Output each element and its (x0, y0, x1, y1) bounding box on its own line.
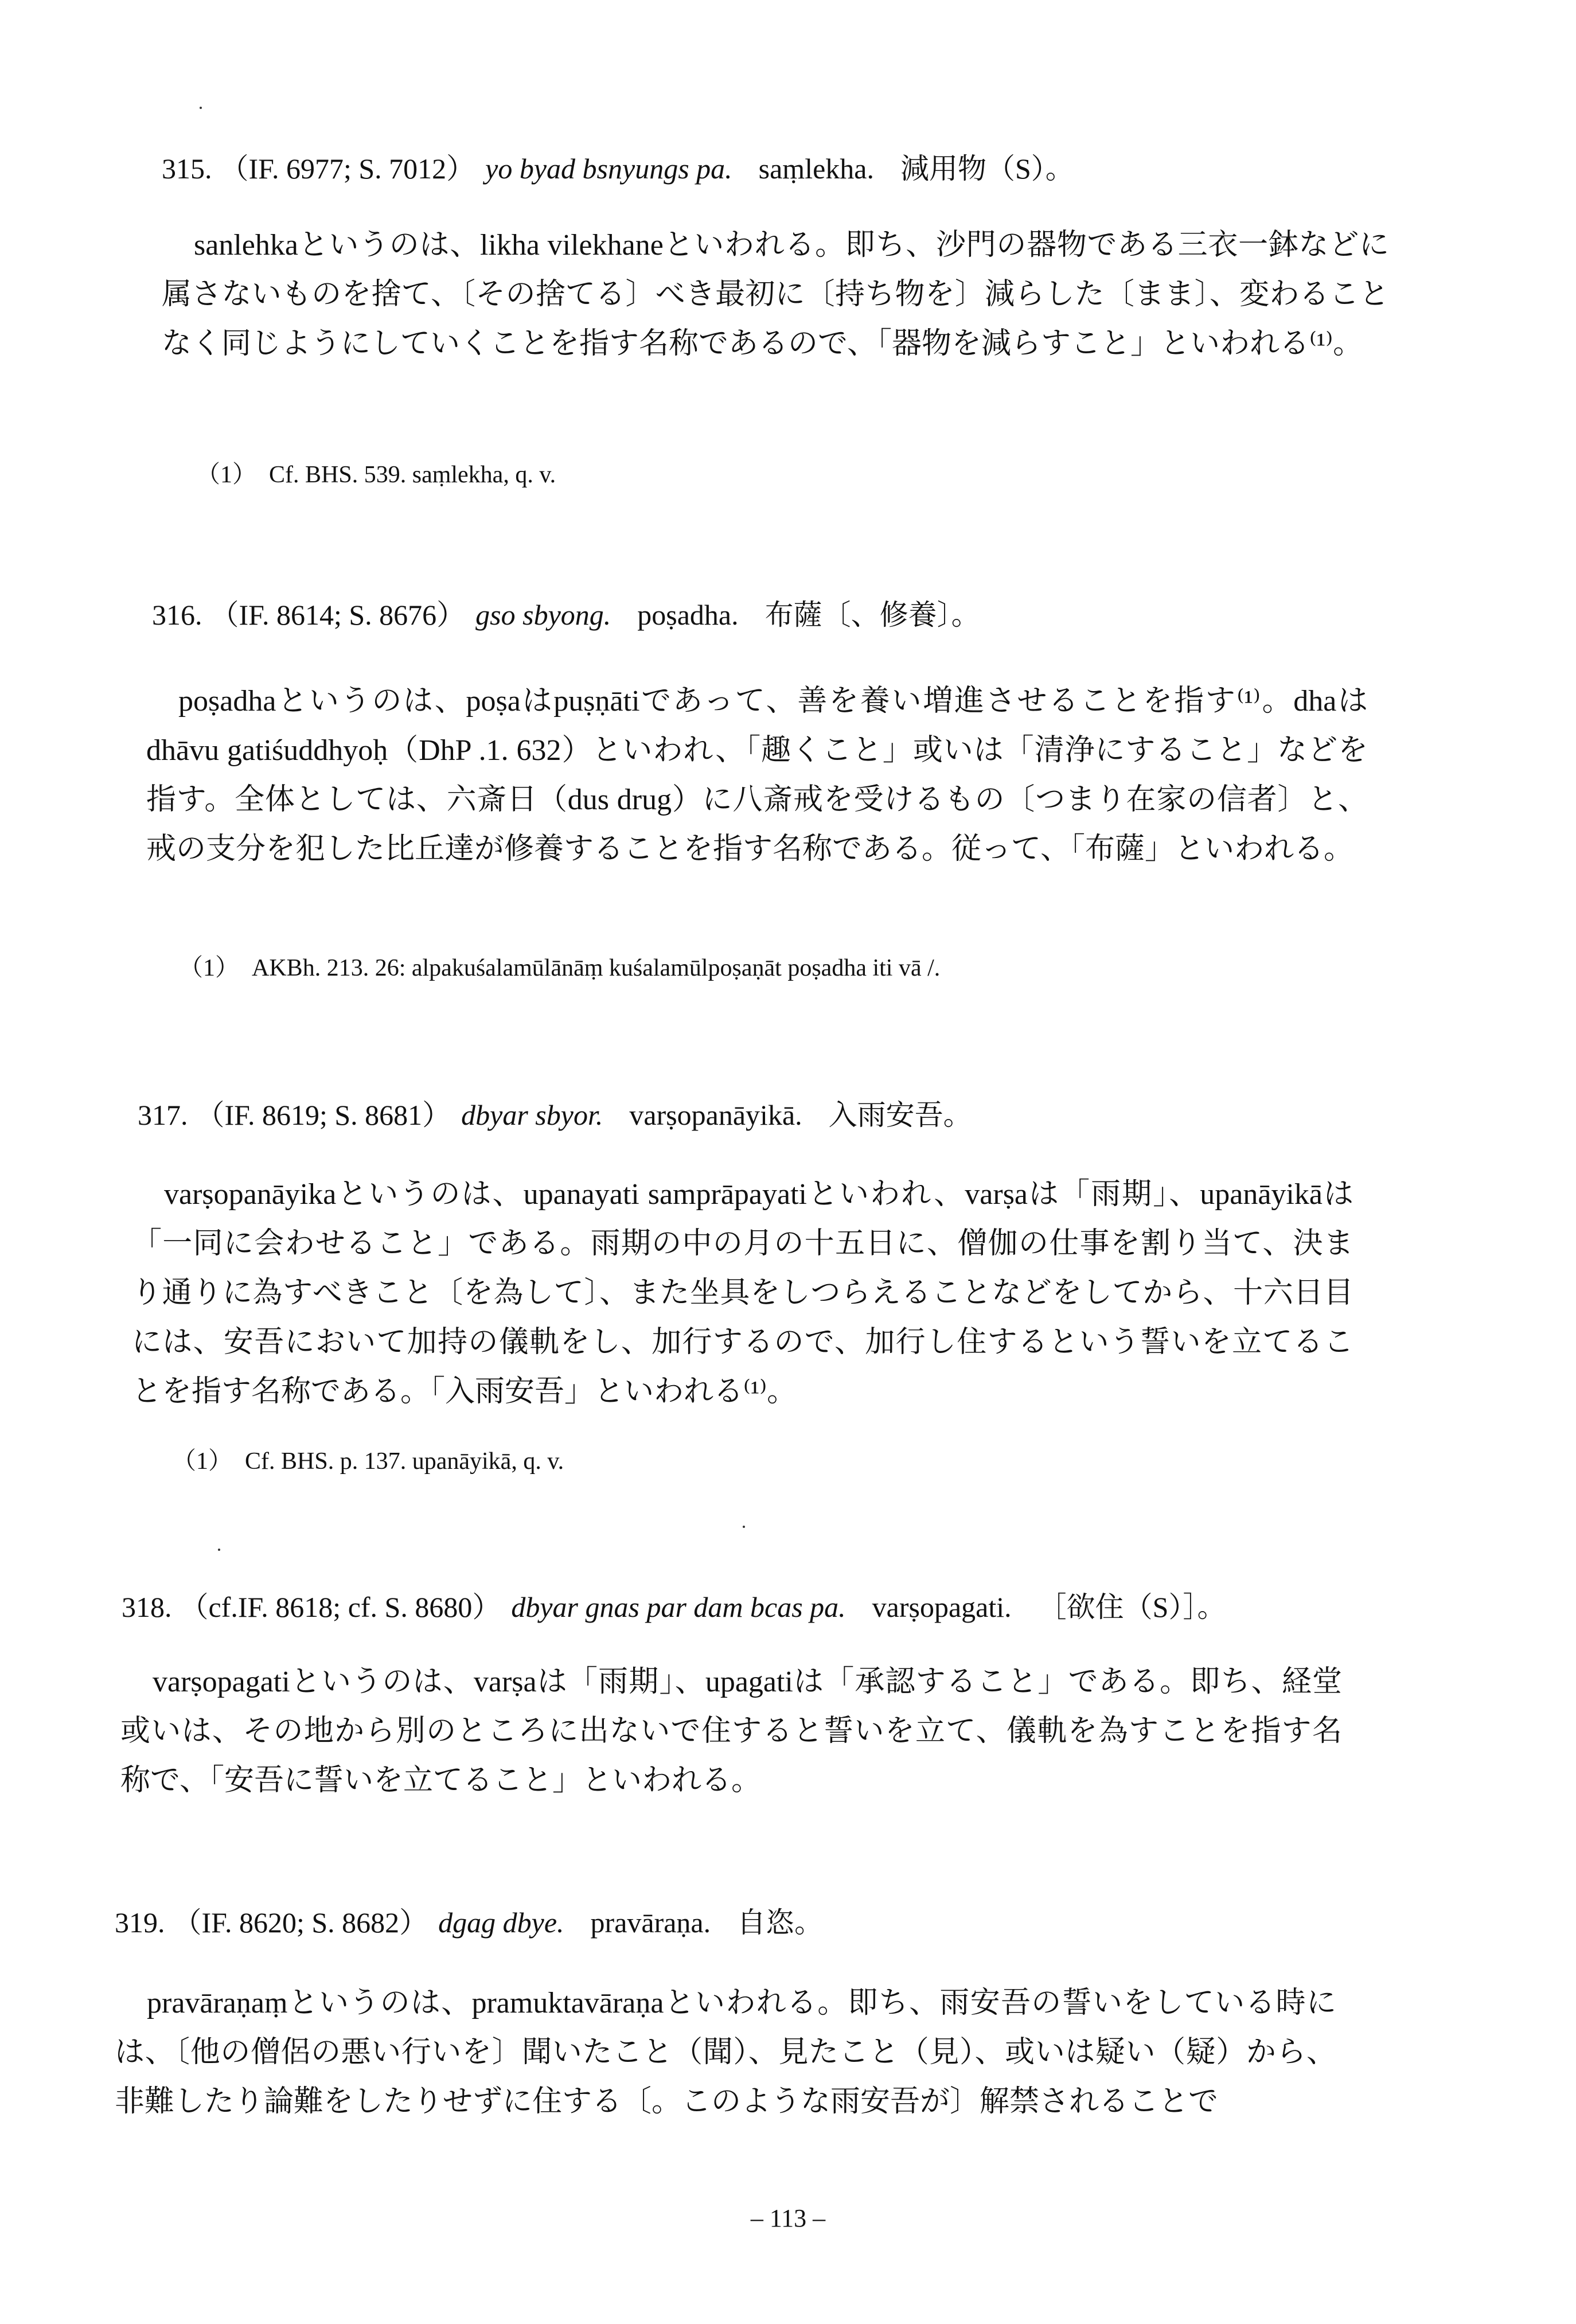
scan-speck (218, 1549, 220, 1551)
entry-japanese: ［欲住（S）］。 (1037, 1591, 1226, 1623)
entry-reference: （cf.IF. 8618; cf. S. 8680） (180, 1591, 501, 1623)
entry-tibetan: dbyar gnas par dam bcas pa. (511, 1591, 846, 1623)
entry-sanskrit: poṣadha. (637, 599, 739, 631)
entry-sanskrit: pravāraṇa. (590, 1906, 711, 1939)
entry-heading-317 (138, 1097, 972, 1133)
entry-japanese: 減用物（S）。 (900, 153, 1074, 185)
entry-japanese: 自恣。 (737, 1906, 824, 1939)
entry-tibetan: yo byad bsnyungs pa. (485, 153, 732, 185)
entry-reference: （IF. 8620; S. 8682） (173, 1906, 428, 1939)
entry-body-315 (162, 221, 1389, 369)
footnote-317 (172, 1445, 564, 1477)
entry-japanese: 入雨安吾。 (828, 1099, 972, 1131)
footnote-316 (179, 952, 940, 984)
entry-heading-315 (162, 150, 1074, 187)
footnote-text: AKBh. 213. 26: alpakuśalamūlānāṃ kuśalamūlpoṣaṇāt poṣadha iti vā /. (252, 955, 941, 981)
footnote-mark: （1） (172, 1448, 233, 1475)
entry-body-318 (120, 1658, 1342, 1806)
entry-reference: （IF. 8619; S. 8681） (196, 1099, 451, 1131)
scan-speck (743, 1526, 745, 1528)
entry-body-316 (146, 677, 1368, 874)
entry-number: 316. (152, 599, 202, 631)
entry-body-text: sanlehkaというのは、likha vilekhaneといわれる。即ち、沙門の器物である三衣一鉢などに属さないものを捨て、〔その捨てる〕べき最初に〔持ち物を〕減らした〔まま〕、変わることなく同じようにしていくことを指す名称であるので、「器物を減らすこと」といわれる⁽¹⁾。 (162, 229, 1389, 360)
footnote-315 (196, 459, 556, 491)
footnote-mark: （1） (179, 955, 240, 981)
footnote-mark: （1） (196, 462, 257, 488)
entry-number: 315. (162, 153, 212, 185)
entry-number: 318. (122, 1591, 172, 1623)
entry-heading-316 (152, 596, 980, 633)
footnote-text: Cf. BHS. p. 137. upanāyikā, q. v. (245, 1448, 564, 1475)
entry-body-text: varṣopagatiというのは、varṣaは「雨期」、upagatiは「承認すること」である。即ち、経堂或いは、その地から別のところに出ないで住すると誓いを立て、儀軌を為すことを指す名称で、「安吾に誓いを立てること」といわれる。 (120, 1666, 1342, 1797)
entry-body-319 (115, 1979, 1336, 2127)
entry-tibetan: dbyar sbyor. (461, 1099, 603, 1131)
entry-tibetan: dgag dbye. (438, 1906, 564, 1939)
entry-heading-319 (115, 1904, 823, 1941)
entry-tibetan: gso sbyong. (475, 599, 611, 631)
entry-body-text: poṣadhaというのは、poṣaはpuṣṇātiであって、善を養い増進させることを指す⁽¹⁾。dhaはdhāvu gatiśuddhyoḥ（DhP .1. 632）といわれ、「趣くこと」或いは「清浄にすること」などを指す。全体としては、六斎日（dus drug）に八斎戒を受けるもの〔つまり在家の信者〕と、戒の支分を犯した比丘達が修養することを指す名称である。従って、「布薩」といわれる。 (146, 685, 1368, 865)
entry-sanskrit: varṣopagati. (872, 1591, 1012, 1623)
entry-body-text: varṣopanāyikaというのは、upanayati samprāpayatiといわれ、varṣaは「雨期」、upanāyikāは「一同に会わせること」である。雨期の中の月の十五日に、僧伽の仕事を割り当て、決まり通りに為すべきこと〔を為して〕、また坐具をしつらえることなどをしてから、十六日目には、安吾において加持の儀軌をし、加行するので、加行し住するという誓いを立てることを指す名称である。「入雨安吾」といわれる⁽¹⁾。 (132, 1178, 1353, 1408)
entry-reference: （IF. 6977; S. 7012） (220, 153, 475, 185)
entry-heading-318 (122, 1589, 1226, 1625)
entry-sanskrit: saṃlekha. (758, 153, 874, 185)
entry-number: 319. (115, 1906, 165, 1939)
entry-number: 317. (138, 1099, 188, 1131)
entry-body-317 (132, 1170, 1353, 1417)
entry-sanskrit: varṣopanāyikā. (629, 1099, 802, 1131)
entry-reference: （IF. 8614; S. 8676） (210, 599, 466, 631)
page-number: – 113 – (750, 2204, 826, 2232)
scan-speck (200, 107, 202, 109)
entry-body-text: pravāraṇaṃというのは、pramuktavāraṇaといわれる。即ち、雨安吾の誓いをしている時には、〔他の僧侶の悪い行いを〕聞いたこと（聞）、見たこと（見）、或いは疑い（疑）から、非難したり論難をしたりせずに住する〔。このような雨安吾が〕解禁されることで (115, 1987, 1336, 2118)
entry-japanese: 布薩〔、修養〕。 (764, 599, 980, 631)
footnote-text: Cf. BHS. 539. saṃlekha, q. v. (269, 462, 556, 488)
